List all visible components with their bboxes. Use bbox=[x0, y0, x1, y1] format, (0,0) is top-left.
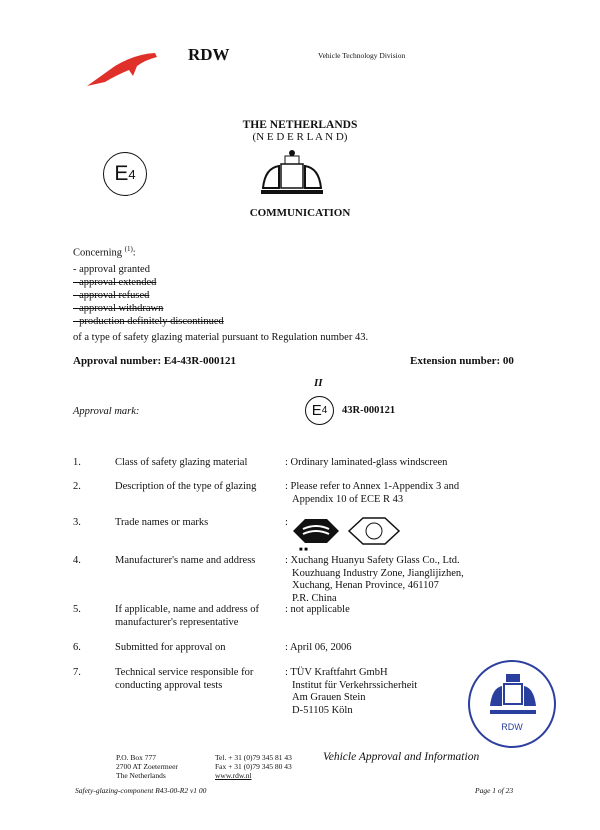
e4-mark: E 4 bbox=[103, 152, 147, 196]
concerning-item: - approval extended bbox=[73, 277, 157, 288]
approval-number: Approval number: E4-43R-000121 bbox=[73, 355, 236, 367]
concerning-item: - approval refused bbox=[73, 290, 150, 301]
page-number: Page 1 of 23 bbox=[475, 786, 514, 795]
approval-code: 43R-000121 bbox=[342, 405, 396, 416]
footer-contact: Tel. + 31 (0)79 345 81 43 Fax + 31 (0)79 345 80 43 www.rdw.nl bbox=[215, 753, 292, 780]
document-id: Safety-glazing-component R43-00-R2 v1 00 bbox=[75, 786, 207, 795]
logo-text: RDW bbox=[188, 45, 230, 64]
division: Vehicle Technology Division bbox=[318, 51, 406, 60]
concerning-label: Concerning $^{(1)}$: bbox=[73, 245, 136, 259]
country-native: (N E D E R L A N D) bbox=[252, 131, 348, 143]
footer-tagline: Vehicle Approval and Information bbox=[323, 751, 480, 763]
concerning-item: - production definitely discontinued bbox=[73, 316, 224, 327]
coat-of-arms-icon bbox=[259, 148, 325, 200]
trade-marks-icon bbox=[291, 517, 401, 551]
footer-address: P.O. Box 777 2700 AT Zoetermeer The Netherlands bbox=[116, 753, 178, 780]
concerning-tail: of a type of safety glazing material pursuant to Regulation number 43. bbox=[73, 332, 369, 343]
country-name: THE NETHERLANDS bbox=[242, 119, 358, 131]
rdw-stamp: RDW bbox=[468, 660, 556, 748]
glazing-class: II bbox=[314, 377, 323, 389]
website-link[interactable]: www.rdw.nl bbox=[215, 771, 252, 780]
rdw-logo-icon bbox=[85, 48, 160, 88]
approval-e4-mark: E 4 bbox=[305, 396, 334, 425]
svg-text:■ ■: ■ ■ bbox=[299, 547, 308, 551]
extension-number: Extension number: 00 bbox=[410, 355, 514, 367]
concerning-item: - approval withdrawn bbox=[73, 303, 164, 314]
concerning-item: - approval granted bbox=[73, 264, 150, 275]
approval-mark-label: Approval mark: bbox=[73, 406, 140, 417]
page-title: COMMUNICATION bbox=[249, 207, 351, 219]
stamp-coat-of-arms-icon bbox=[488, 674, 538, 718]
